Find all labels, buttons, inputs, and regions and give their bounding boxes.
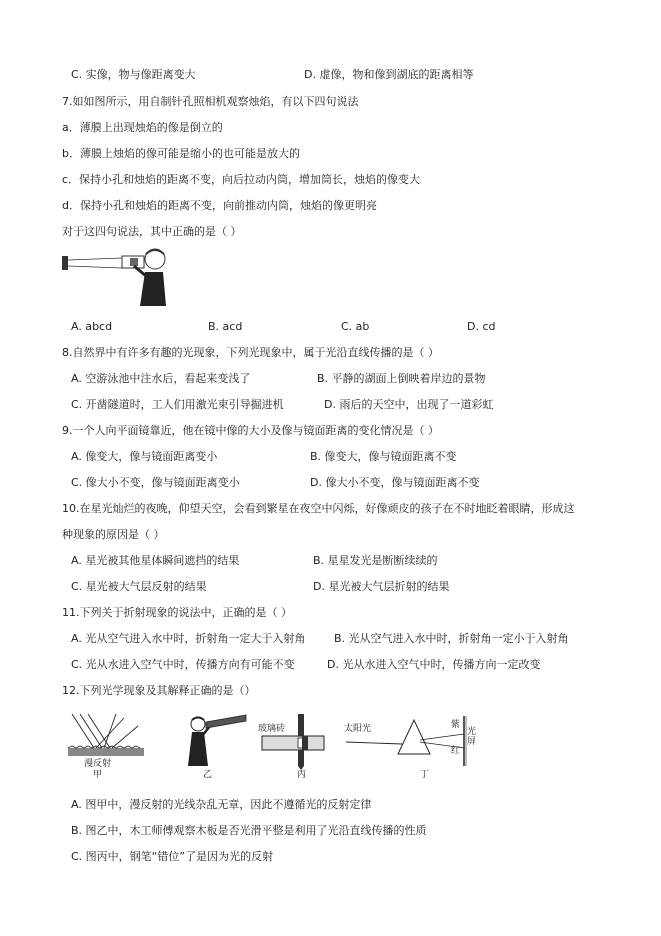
- q10-stem-line1: 10.在星光灿烂的夜晚，仰望天空，会看到繁星在夜空中闪烁，好像顽皮的孩子在不时地眨着眼睛，形成这: [62, 502, 575, 515]
- q8-option-a: A. 空游泳池中注水后，看起来变浅了: [71, 372, 251, 385]
- q7-statement-b: b．薄膜上烛焰的像可能是缩小的也可能是放大的: [62, 147, 300, 160]
- figure-jia-caption: 甲: [93, 770, 103, 780]
- q7-option-c: C. ab: [341, 320, 370, 333]
- q6-option-c: C. 实像，物与像距离变大: [71, 68, 196, 81]
- q12-option-b: B. 图乙中，木工师傅观察木板是否光滑平整是利用了光沿直线传播的性质: [71, 824, 427, 837]
- q12-stem: 12.下列光学现象及其解释正确的是（）: [62, 684, 256, 697]
- q8-option-c: C. 开凿隧道时，工人们用激光束引导掘进机: [71, 398, 284, 411]
- q10-stem-line2: 种现象的原因是（ ）: [62, 528, 165, 541]
- figure-ding-purple-label: 紫: [451, 720, 461, 730]
- q7-option-d: D. cd: [467, 320, 496, 333]
- q8-stem: 8.自然界中有许多有趣的光现象，下列光现象中，属于光沿直线传播的是（ ）: [62, 346, 439, 359]
- q10-option-c: C. 星光被大气层反射的结果: [71, 580, 207, 593]
- q8-option-d: D. 雨后的天空中，出现了一道彩虹: [324, 398, 494, 411]
- q10-option-d: D. 星光被大气层折射的结果: [313, 580, 450, 593]
- q11-option-c: C. 光从水进入空气中时，传播方向有可能不变: [71, 658, 295, 671]
- q10-option-a: A. 星光被其他星体瞬间遮挡的结果: [71, 554, 240, 567]
- q10-option-b: B. 星星发光是断断续续的: [313, 554, 438, 567]
- q8-option-b: B. 平静的湖面上倒映着岸边的景物: [317, 372, 486, 385]
- figure-jia-diffuse-reflection: [66, 712, 146, 764]
- figure-yi-carpenter: [184, 712, 248, 770]
- figure-ding-caption: 丁: [420, 770, 430, 780]
- figure-bing-glass-label: 玻璃砖: [258, 724, 286, 734]
- q7-question: 对于这四句说法，其中正确的是（ ）: [62, 225, 242, 238]
- figure-ding-screen-label: 光屏: [467, 727, 477, 747]
- q11-option-b: B. 光从空气进入水中时，折射角一定小于入射角: [334, 632, 569, 645]
- q12-option-a: A. 图甲中，漫反射的光线杂乱无章，因此不遵循光的反射定律: [71, 798, 372, 811]
- q6-option-d: D. 虚像，物和像到湖底的距离相等: [304, 68, 474, 81]
- q7-option-a: A. abcd: [71, 320, 113, 333]
- pinhole-camera-figure: [60, 244, 172, 312]
- q7-option-b: B. acd: [208, 320, 243, 333]
- figure-bing-caption: 丙: [297, 770, 307, 780]
- q9-option-d: D. 像大小不变，像与镜面距离不变: [310, 476, 480, 489]
- q11-option-d: D. 光从水进入空气中时，传播方向一定改变: [327, 658, 541, 671]
- q9-option-c: C. 像大小不变，像与镜面距离变小: [71, 476, 240, 489]
- q7-statement-d: d．保持小孔和烛焰的距离不变，向前推动内筒，烛焰的像更明亮: [62, 199, 377, 212]
- q12-option-c: C. 图丙中，钢笔“错位”了是因为光的反射: [71, 850, 274, 863]
- q11-option-a: A. 光从空气进入水中时，折射角一定大于入射角: [71, 632, 306, 645]
- figure-ding-red-label: 红: [451, 746, 461, 756]
- q7-statement-a: a．薄膜上出现烛焰的像是倒立的: [62, 121, 223, 134]
- q7-statement-c: c．保持小孔和烛焰的距离不变，向后拉动内筒，增加筒长，烛焰的像变大: [62, 173, 421, 186]
- q7-stem: 7.如如图所示，用自制针孔照相机观察烛焰，有以下四句说法: [62, 95, 359, 108]
- figure-jia-caption-label: 漫反射: [84, 759, 112, 769]
- figure-bing-glass-block: [258, 712, 330, 770]
- q9-option-b: B. 像变大，像与镜面距离不变: [310, 450, 457, 463]
- q9-option-a: A. 像变大，像与镜面距离变小: [71, 450, 218, 463]
- figure-ding-sunlight-label: 太阳光: [344, 724, 372, 734]
- q11-stem: 11.下列关于折射现象的说法中，正确的是（ ）: [62, 606, 292, 619]
- q9-stem: 9.一个人向平面镜靠近，他在镜中像的大小及像与镜面距离的变化情况是（ ）: [62, 424, 439, 437]
- figure-yi-caption: 乙: [203, 770, 213, 780]
